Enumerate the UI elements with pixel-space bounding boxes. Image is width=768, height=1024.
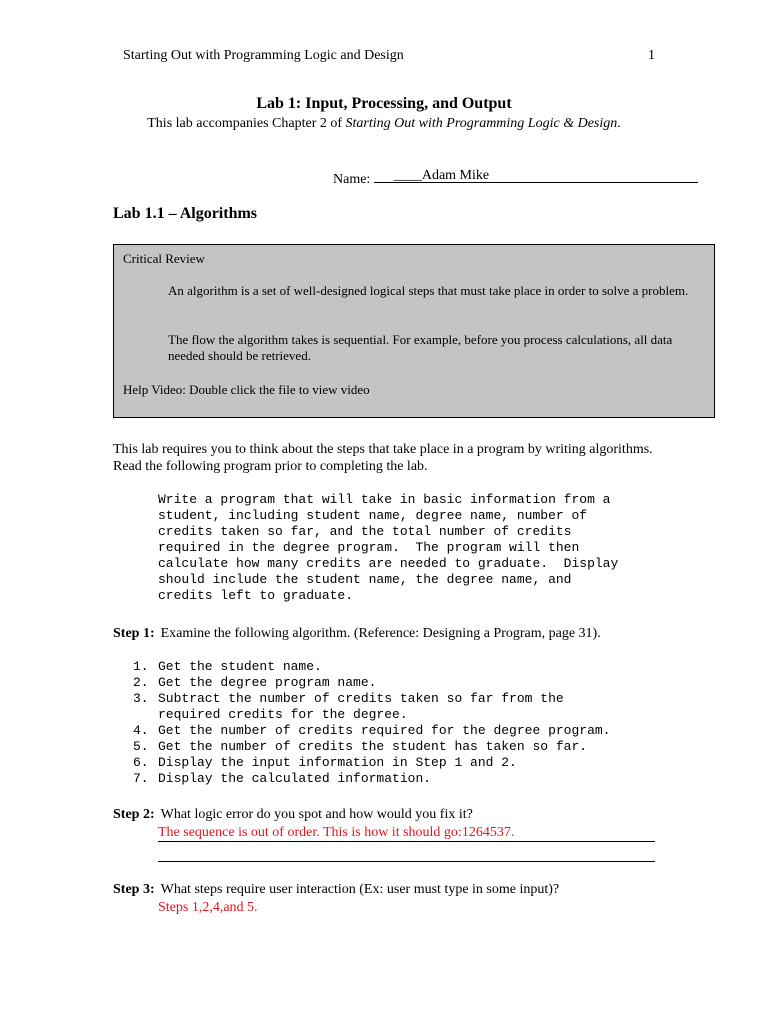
item-text: Subtract the number of credits taken so far from the xyxy=(158,691,564,706)
list-item-continuation xyxy=(133,707,610,723)
item-text: Get the student name. xyxy=(158,659,322,674)
program-line: calculate how many credits are needed to graduate. Display xyxy=(158,556,619,571)
step-2-answer: The sequence is out of order. This is how it should go:1264537. xyxy=(158,825,515,840)
item-number: 3. xyxy=(133,691,149,706)
item-number: 1. xyxy=(133,659,149,674)
step-2-label: Step 2: xyxy=(113,807,155,822)
step-3-answer: Steps 1,2,4,and 5. xyxy=(158,900,258,915)
program-line: credits left to graduate. xyxy=(158,588,354,603)
list-item xyxy=(133,739,610,755)
section-heading: Lab 1.1 – Algorithms xyxy=(113,205,258,222)
program-line: credits taken so far, and the total number of credits xyxy=(158,524,572,539)
name-label: Name: xyxy=(333,172,371,187)
list-item xyxy=(133,771,610,787)
lab-subtitle xyxy=(0,116,768,132)
step-2-text: What logic error do you spot and how would you fix it? xyxy=(160,807,473,822)
list-item xyxy=(133,675,610,691)
item-text: Get the number of credits the student has taken so far. xyxy=(158,739,588,754)
step-2 xyxy=(113,807,473,823)
program-line: required in the degree program. The program will then xyxy=(158,540,580,555)
lab-title: Lab 1: Input, Processing, and Output xyxy=(256,95,512,112)
item-number: 7. xyxy=(133,771,149,786)
algorithm-list xyxy=(133,659,610,787)
answer-line xyxy=(158,841,655,842)
program-line: should include the student name, the degree name, and xyxy=(158,572,572,587)
item-text: Display the input information in Step 1 and 2. xyxy=(158,755,517,770)
step-1-text: Examine the following algorithm. (Reference: Designing a Program, page 31). xyxy=(160,626,601,641)
name-line xyxy=(374,168,698,183)
item-number: 5. xyxy=(133,739,149,754)
review-paragraph-1: An algorithm is a set of well-designed logical steps that must take place in order to solve a problem. xyxy=(168,283,689,298)
step-1-label: Step 1: xyxy=(113,626,155,641)
page-number: 1 xyxy=(648,48,655,63)
item-text: Get the number of credits required for the degree program. xyxy=(158,723,611,738)
step-3 xyxy=(113,882,559,898)
program-line: Write a program that will take in basic information from a xyxy=(158,492,611,507)
book-title: Starting Out with Programming Logic & Design xyxy=(345,116,618,131)
intro-paragraph: This lab requires you to think about the steps that take place in a program by writing algorithms. Read the following program prior to completing the lab. xyxy=(113,442,653,474)
item-text: Display the calculated information. xyxy=(158,771,432,786)
name-field xyxy=(333,168,698,188)
subtitle-suffix: . xyxy=(617,116,621,131)
program-line: student, including student name, degree name, number of xyxy=(158,508,588,523)
item-number: 6. xyxy=(133,755,149,770)
step-3-text: What steps require user interaction (Ex: user must type in some input)? xyxy=(160,882,560,897)
program-description xyxy=(158,492,618,604)
critical-review-box xyxy=(113,244,715,418)
subtitle-prefix: This lab accompanies Chapter 2 of xyxy=(147,116,346,131)
list-item xyxy=(133,723,610,739)
list-item xyxy=(133,755,610,771)
answer-line xyxy=(158,861,655,862)
list-item xyxy=(133,659,610,675)
help-video-link[interactable]: Help Video: Double click the file to view video xyxy=(123,382,370,397)
list-item xyxy=(133,691,610,707)
name-value: ____Adam Mike xyxy=(393,168,490,183)
running-header: Starting Out with Programming Logic and Design xyxy=(123,48,404,63)
step-1 xyxy=(113,626,601,642)
item-text: Get the degree program name. xyxy=(158,675,377,690)
item-text: required credits for the degree. xyxy=(158,707,408,722)
item-number: 2. xyxy=(133,675,149,690)
step-3-label: Step 3: xyxy=(113,882,155,897)
review-paragraph-2: The flow the algorithm takes is sequential. For example, before you process calculations, all data needed should be retrieved. xyxy=(168,332,673,363)
review-title: Critical Review xyxy=(123,251,205,266)
item-number: 4. xyxy=(133,723,149,738)
